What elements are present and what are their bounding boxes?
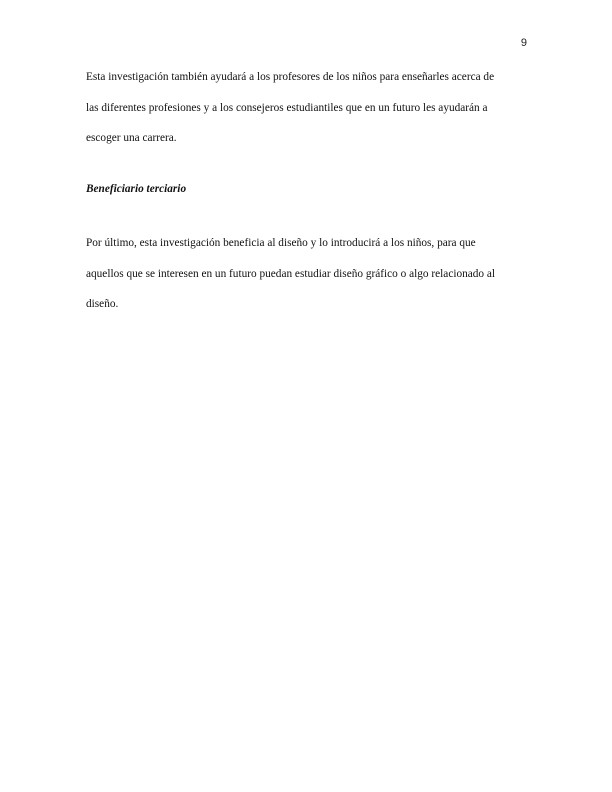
- paragraph-line: diseño.: [86, 298, 119, 310]
- paragraph-line: Por último, esta investigación beneficia al diseño y lo introducirá a los niños, para que: [86, 237, 476, 249]
- page-number: 9: [520, 37, 527, 49]
- paragraph-line: las diferentes profesiones y a los consejeros estudiantiles que en un futuro les ayudarán a: [86, 102, 488, 114]
- paragraph-line: escoger una carrera.: [86, 132, 177, 144]
- paragraph-line: aquellos que se interesen en un futuro puedan estudiar diseño gráfico o algo relacionado al: [86, 268, 496, 280]
- section-heading: Beneficiario terciario: [86, 183, 187, 195]
- paragraph-line: Esta investigación también ayudará a los profesores de los niños para enseñarles acerca de: [86, 71, 495, 83]
